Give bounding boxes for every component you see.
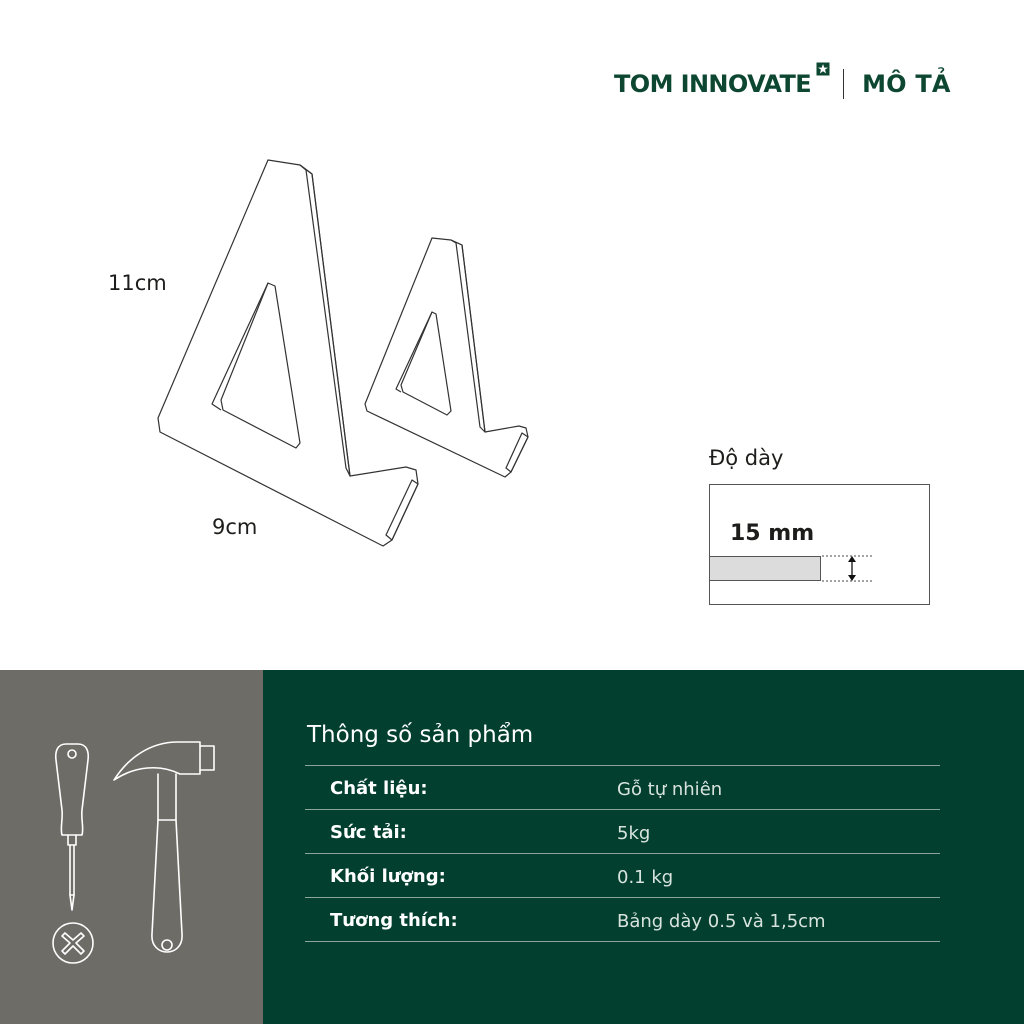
spec-row (305, 810, 940, 854)
spec-label: Sức tải: (330, 822, 407, 843)
tools-panel (0, 670, 263, 1024)
stand-illustration (150, 150, 550, 560)
brand-divider (843, 69, 844, 99)
thickness-bar (710, 556, 821, 581)
spec-value: 0.1 kg (617, 867, 674, 888)
small-stand-drawing (365, 238, 528, 477)
spec-label: Chất liệu: (330, 778, 428, 799)
spec-value: Gỗ tự nhiên (617, 779, 723, 800)
spec-label: Khối lượng: (330, 866, 446, 887)
specs-title: Thông số sản phẩm (307, 722, 534, 748)
large-stand-drawing (158, 160, 418, 546)
thickness-value: 15 mm (730, 521, 815, 546)
spec-row (305, 854, 940, 898)
section-title: MÔ TẢ (862, 70, 951, 98)
spec-label: Tương thích: (330, 910, 458, 931)
spec-row (305, 766, 940, 810)
star-icon (816, 62, 830, 76)
spec-row (305, 898, 940, 942)
screwdriver-icon (56, 744, 88, 910)
specs-table (305, 765, 940, 942)
tools-illustration (0, 670, 263, 1024)
screw-head-icon (53, 923, 93, 963)
brand-logo-text: TOM INNOVATE (614, 70, 812, 98)
specs-panel (263, 670, 1024, 1024)
thickness-diagram (709, 484, 930, 605)
thickness-label: Độ dày (709, 446, 784, 470)
brand-header (614, 64, 951, 104)
spec-value: Bảng dày 0.5 và 1,5cm (617, 911, 826, 932)
height-dimension-label: 11cm (108, 271, 167, 295)
width-dimension-label: 9cm (212, 515, 258, 539)
hammer-icon (114, 742, 214, 952)
spec-value: 5kg (617, 823, 651, 844)
thickness-arrow-icon (820, 551, 876, 587)
